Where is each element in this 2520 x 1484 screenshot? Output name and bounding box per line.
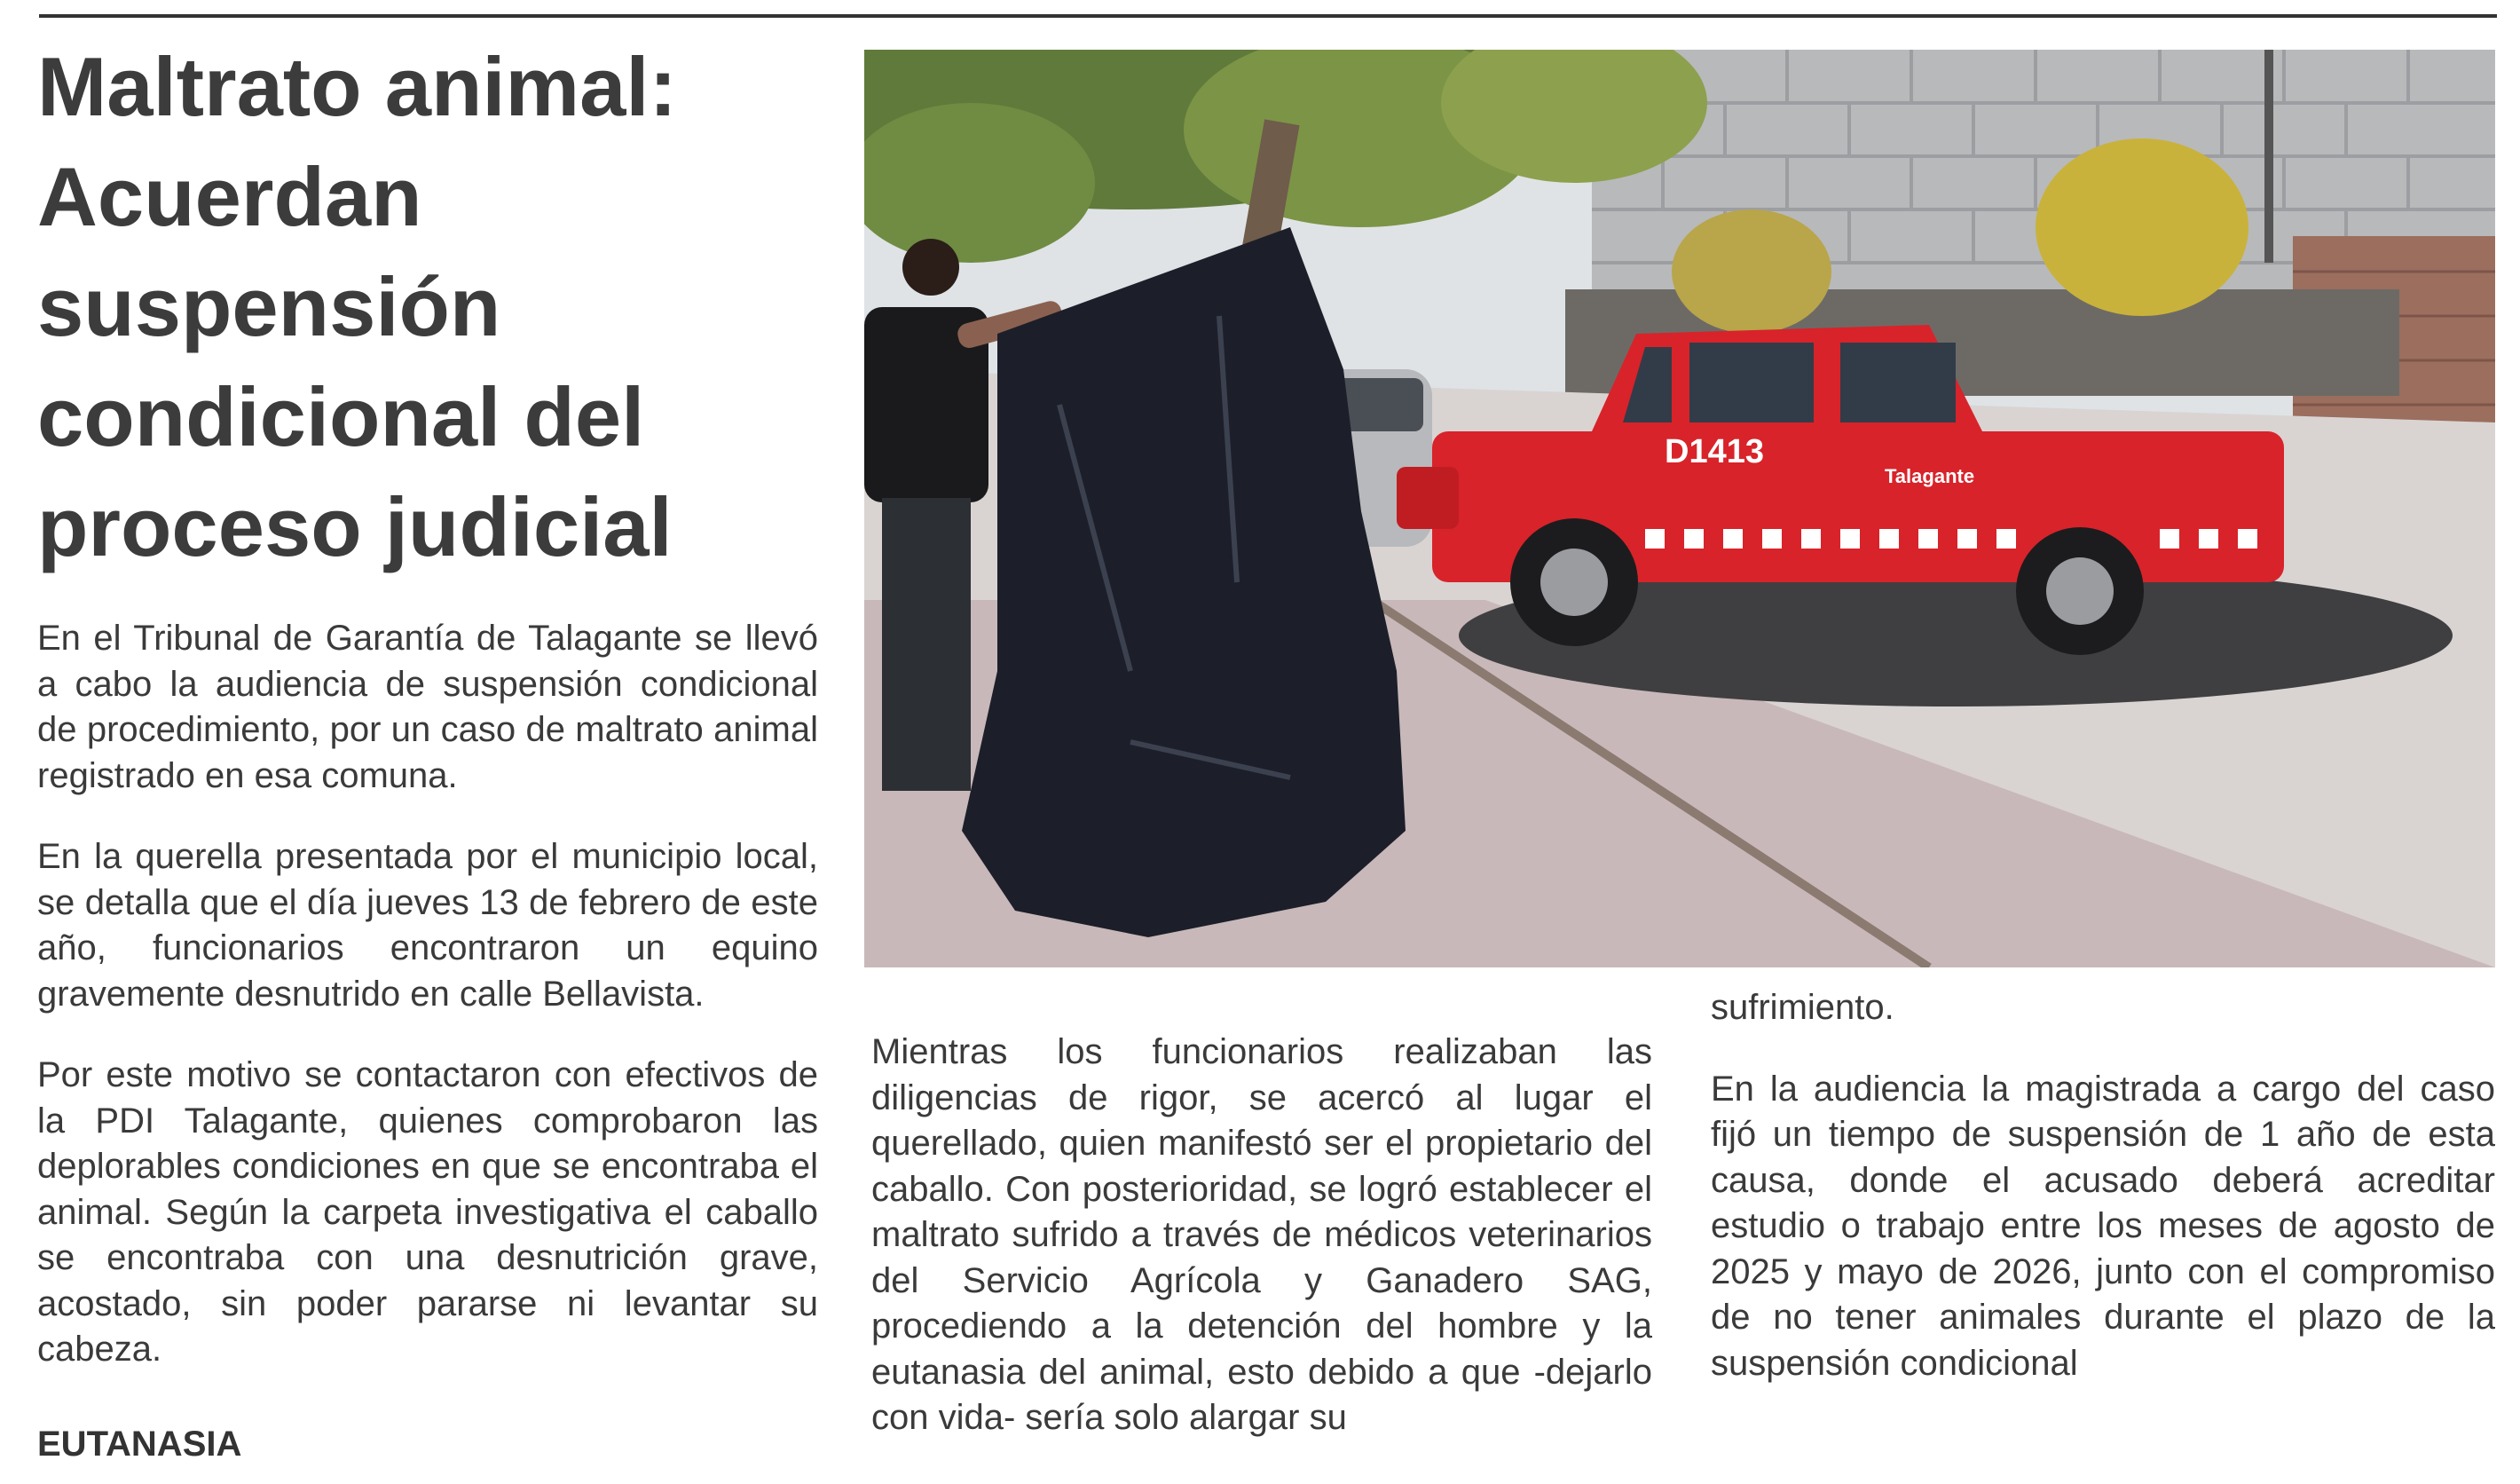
paragraph: En la audiencia la magistrada a cargo del caso fijó un tiempo de suspensión de 1 año de esta causa, donde el acusado deberá acreditar estudio o trabajo entre los meses de agosto de 2025 y mayo de 2026, junto con el compromiso de no tener animales durante el plazo de la suspensión condicional: [1711, 1069, 2495, 1383]
column-3: [1711, 985, 2495, 1422]
paragraph: En el Tribunal de Garantía de Talagante se llevó a cabo la audiencia de suspensión condicional de procedimiento, por un caso de maltrato animal registrado en esa comuna.: [37, 619, 818, 795]
subheading-eutanasia: EUTANASIA: [37, 1425, 242, 1464]
paragraph-continuation: sufrimiento.: [1711, 988, 1894, 1027]
paragraph: En la querella presentada por el municipio local, se detalla que el día jueves 13 de febrero de este año, funcionarios encontraron un equino gravemente desnutrido en calle Bellavista.: [37, 837, 818, 1014]
top-rule: [39, 14, 2497, 18]
headline: Maltrato animal: Acuerdan suspensión condicional del proceso judicial: [37, 40, 677, 573]
news-photo: [864, 50, 2495, 967]
paragraph: Por este motivo se contactaron con efectivos de la PDI Talagante, quienes comprobaron las deplorables condiciones en que se encontraba el animal. Según la carpeta investigativa el caballo se encontraba con una desnutrición grave, acostado, sin poder pararse ni levantar su cabeza.: [37, 1055, 818, 1369]
paragraph: Mientras los funcionarios realizaban las diligencias de rigor, se acercó al lugar el querellado, quien manifestó ser el propietario del caballo. Con posterioridad, se logró establecer el maltrato sufrido a través de médicos veterinarios del Servicio Agrícola y Ganadero SAG, procediendo a la detención del hombre y la eutanasia del animal, esto debido a que -dejarlo con vida- sería solo alargar su: [871, 1032, 1652, 1437]
truck-number: D1413: [1665, 433, 1764, 470]
column-2: [871, 1030, 1652, 1477]
truck-brand: Talagante: [1885, 465, 1975, 487]
column-1: [37, 616, 818, 1409]
